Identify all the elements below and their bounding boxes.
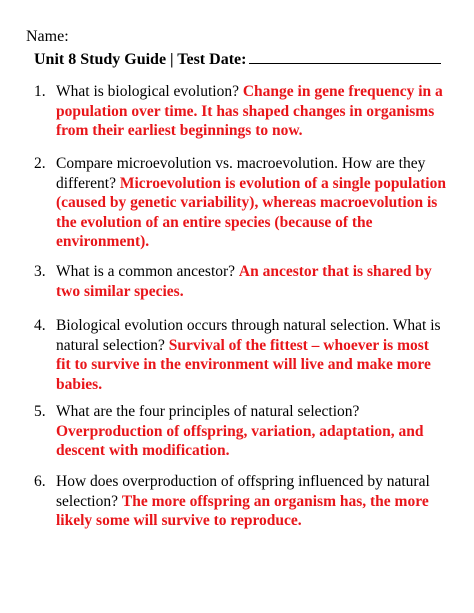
test-date-blank-line bbox=[249, 48, 441, 64]
answer-text: Survival of the fittest – whoever is most fit to survive in the environment will live and make more babies. bbox=[56, 336, 431, 393]
question-1 bbox=[34, 82, 446, 141]
question-number: 5. bbox=[34, 403, 46, 420]
question-number: 6. bbox=[34, 473, 46, 490]
question-number: 3. bbox=[34, 263, 46, 280]
answer-text: Microevolution is evolution of a single population (caused by genetic variability), whereas macroevolution is the evolution of an entire species (because of the environment). bbox=[56, 174, 446, 250]
answer-text: Overproduction of offspring, variation, adaptation, and descent with modification. bbox=[56, 422, 424, 459]
question-2 bbox=[34, 154, 446, 252]
question-4 bbox=[34, 316, 446, 394]
answer-text: An ancestor that is shared by two similar species. bbox=[56, 263, 432, 300]
question-number: 1. bbox=[34, 83, 46, 100]
title-text: Unit 8 Study Guide | Test Date: bbox=[34, 51, 247, 68]
question-text: How does overproduction of offspring influenced by natural selection? bbox=[56, 473, 430, 510]
question-3 bbox=[34, 262, 446, 301]
question-text: Compare microevolution vs. macroevolution. How are they different? bbox=[56, 155, 426, 192]
question-5 bbox=[34, 402, 446, 461]
question-text: What are the four principles of natural selection? bbox=[56, 403, 360, 420]
question-number: 2. bbox=[34, 155, 46, 172]
question-text: What is biological evolution? bbox=[56, 83, 239, 100]
answer-text: Change in gene frequency in a population over time. It has shaped changes in organisms from their earliest beginnings to now. bbox=[56, 83, 443, 139]
question-6 bbox=[34, 472, 446, 531]
page-title bbox=[34, 48, 441, 69]
answer-text: The more offspring an organism has, the more likely some will survive to reproduce. bbox=[56, 492, 429, 529]
name-label: Name: bbox=[26, 28, 69, 45]
question-text: Biological evolution occurs through natural selection. What is natural selection? bbox=[56, 317, 441, 354]
question-text: What is a common ancestor? bbox=[56, 263, 236, 280]
question-number: 4. bbox=[34, 317, 46, 334]
